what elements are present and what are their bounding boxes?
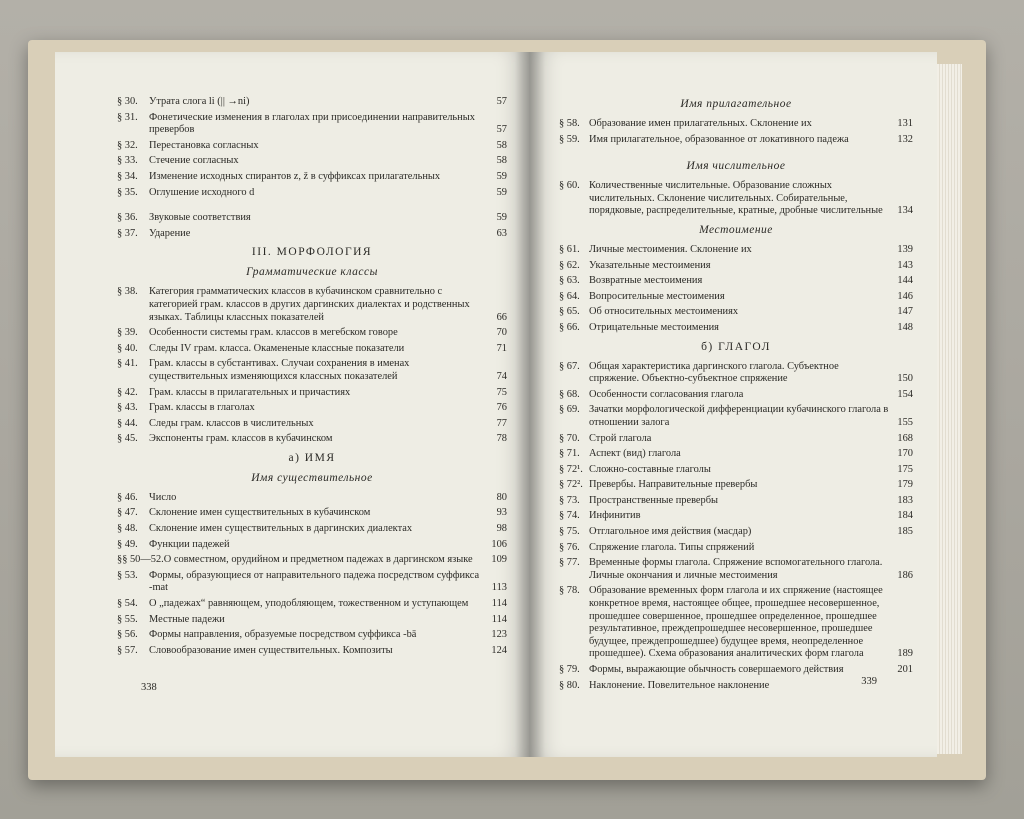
toc-entry-page: 109 xyxy=(491,554,507,566)
toc-entry-page: 185 xyxy=(897,526,913,538)
toc-group-phonetics xyxy=(117,96,507,199)
toc-entry xyxy=(117,155,507,168)
toc-entry-title: Особенности согласования глагола xyxy=(589,388,744,400)
toc-entry-number: § 64. xyxy=(559,290,580,302)
toc-entry-page: 63 xyxy=(496,227,507,239)
toc-entry-page: 59 xyxy=(496,170,507,182)
toc-entry-number: § 54. xyxy=(117,598,138,610)
subheading-noun: Имя существительное xyxy=(251,471,373,484)
toc-entry xyxy=(117,433,507,446)
toc-entry xyxy=(117,327,507,340)
toc-entry xyxy=(559,134,913,147)
toc-group-adjective xyxy=(559,118,913,146)
toc-entry-page: 201 xyxy=(897,664,913,675)
toc-entry-page: 71 xyxy=(496,342,507,354)
toc-entry-page: 114 xyxy=(491,613,507,625)
toc-entry-title: Функции падежей xyxy=(149,538,230,550)
toc-entry xyxy=(559,664,913,677)
toc-entry xyxy=(559,118,913,131)
toc-entry-page: 74 xyxy=(496,370,507,382)
toc-entry-number: § 33. xyxy=(117,155,138,167)
right-page xyxy=(529,52,937,757)
toc-entry xyxy=(559,557,913,582)
toc-entry-number: § 80. xyxy=(559,679,580,691)
toc-entry-number: § 53. xyxy=(117,569,138,581)
toc-entry-page: 76 xyxy=(496,402,507,414)
toc-entry-number: § 72². xyxy=(559,479,583,491)
toc-entry xyxy=(117,96,507,109)
toc-entry xyxy=(117,402,507,415)
toc-entry-title: Формы, выражающие обычность совершаемого действия xyxy=(589,664,844,675)
toc-entry xyxy=(117,286,507,324)
toc-entry-page: 59 xyxy=(496,186,507,198)
toc-entry-title: Наклонение. Повелительное наклонение xyxy=(589,679,770,691)
toc-entry-title: Инфинитив xyxy=(589,510,641,522)
toc-entry xyxy=(117,358,507,383)
toc-entry-number: § 77. xyxy=(559,557,580,569)
toc-entry-title: Категория грамматических классов в кубачинском сравнительно с категорией грам. классов в других даргинских диалектах и родственных языках. Таблицы классных показателей xyxy=(149,286,470,323)
toc-entry-title: Изменение исходных спирантов z, ž в суффиксах прилагательных xyxy=(149,170,441,182)
toc-entry-page: 150 xyxy=(897,373,913,385)
toc-entry-title: Об относительных местоимениях xyxy=(589,306,739,318)
section-heading-name: а) ИМЯ xyxy=(288,451,336,464)
toc-entry-page: 154 xyxy=(897,388,913,400)
toc-entry-page: 80 xyxy=(496,491,507,503)
toc-entry-title: Формы направления, образуемые посредством суффикса -bā xyxy=(149,629,417,641)
toc-entry xyxy=(117,523,507,536)
toc-entry-page: 75 xyxy=(496,386,507,398)
toc-entry-page: 124 xyxy=(491,644,507,656)
toc-entry-number: § 60. xyxy=(559,180,580,192)
toc-entry xyxy=(559,306,913,319)
toc-entry-page: 113 xyxy=(491,582,507,594)
toc-entry-title: Отрицательные местоимения xyxy=(589,321,719,333)
toc-entry-page: 98 xyxy=(496,523,507,535)
toc-group-sounds xyxy=(117,212,507,240)
toc-entry-number: § 41. xyxy=(117,358,138,370)
toc-entry-title: Пространственные превербы xyxy=(589,494,719,506)
toc-entry-title: Фонетические изменения в глаголах при присоединении направительных превербов xyxy=(149,111,475,136)
section-heading-verb: б) ГЛАГОЛ xyxy=(701,340,771,353)
toc-entry-number: § 46. xyxy=(117,491,138,503)
toc-entry xyxy=(117,629,507,642)
toc-entry-number: § 56. xyxy=(117,629,138,641)
toc-entry xyxy=(559,510,913,523)
toc-entry xyxy=(117,539,507,552)
toc-entry-title: Аспект (вид) глагола xyxy=(589,448,681,460)
toc-entry xyxy=(559,464,913,477)
toc-group-pronoun xyxy=(559,244,913,335)
toc-entry-title: Вопросительные местоимения xyxy=(589,290,725,302)
toc-entry xyxy=(559,322,913,335)
toc-entry xyxy=(559,291,913,304)
toc-entry-number: § 40. xyxy=(117,342,138,354)
toc-entry xyxy=(559,585,913,661)
toc-entry-number: § 38. xyxy=(117,286,138,298)
toc-entry xyxy=(559,389,913,402)
toc-entry-title: Оглушение исходного d xyxy=(149,186,255,198)
toc-entry-number: § 30. xyxy=(117,96,138,107)
toc-entry-number: § 31. xyxy=(117,111,138,123)
toc-entry-number: § 71. xyxy=(559,448,580,460)
toc-entry-number: § 76. xyxy=(559,541,580,553)
page-number-right: 339 xyxy=(861,676,877,687)
toc-entry-title: Спряжение глагола. Типы спряжений xyxy=(589,541,755,553)
toc-entry-number: § 44. xyxy=(117,417,138,429)
toc-entry-page: 123 xyxy=(491,629,507,641)
toc-entry xyxy=(117,187,507,200)
toc-entry-number: § 61. xyxy=(559,243,580,255)
toc-entry-number: § 48. xyxy=(117,523,138,535)
toc-entry-title: Личные местоимения. Склонение их xyxy=(589,243,752,255)
toc-entry-page: 144 xyxy=(897,275,913,287)
toc-entry-title: Грам. классы в глаголах xyxy=(149,402,255,414)
toc-entry-page: 59 xyxy=(496,212,507,224)
toc-entry-page: 184 xyxy=(897,510,913,522)
toc-entry-title: Формы, образующиеся от направительного падежа посредством суффикса -mat xyxy=(149,569,480,594)
toc-entry xyxy=(117,387,507,400)
toc-group-verb xyxy=(559,361,913,693)
toc-group-numeral xyxy=(559,180,913,218)
toc-entry-page: 175 xyxy=(897,463,913,475)
toc-entry-title: Возвратные местоимения xyxy=(589,275,703,287)
toc-entry-page: 134 xyxy=(897,205,913,217)
toc-entry-page: 131 xyxy=(897,118,913,129)
toc-entry-number: § 72¹. xyxy=(559,463,583,475)
toc-entry-title: Количественные числительные. Образование сложных числительных. Склонение числительных. Собирательные, порядковые, распределительные, кратные, дробные числительные xyxy=(589,180,883,217)
toc-entry xyxy=(117,507,507,520)
toc-entry-page: 58 xyxy=(496,155,507,167)
toc-entry-page: 168 xyxy=(897,432,913,444)
toc-entry-number: § 47. xyxy=(117,507,138,519)
subheading-numeral: Имя числительное xyxy=(686,160,786,173)
toc-entry-page: 143 xyxy=(897,259,913,271)
toc-entry-title: Превербы. Направительные превербы xyxy=(589,479,758,491)
toc-entry-page: 170 xyxy=(897,448,913,460)
toc-entry-page: 155 xyxy=(897,416,913,428)
toc-entry-page: 179 xyxy=(897,479,913,491)
toc-entry-number: § 57. xyxy=(117,644,138,656)
toc-entry-page: 186 xyxy=(897,569,913,581)
toc-entry-number: § 39. xyxy=(117,327,138,339)
toc-entry-page: 189 xyxy=(897,648,913,660)
toc-entry-page: 132 xyxy=(897,133,913,145)
toc-entry-title: Сложно-составные глаголы xyxy=(589,463,711,475)
toc-entry-number: § 59. xyxy=(559,133,580,145)
toc-entry-number: § 69. xyxy=(559,404,580,416)
toc-entry-number: § 74. xyxy=(559,510,580,522)
toc-entry-page: 148 xyxy=(897,321,913,333)
toc-entry xyxy=(117,645,507,658)
toc-entry xyxy=(559,542,913,555)
toc-entry xyxy=(117,112,507,137)
toc-entry-title: Указательные местоимения xyxy=(589,259,711,271)
toc-entry xyxy=(117,598,507,611)
toc-entry-number: § 43. xyxy=(117,402,138,414)
toc-entry-number: § 66. xyxy=(559,321,580,333)
toc-entry-number: § 78. xyxy=(559,585,580,597)
toc-entry-page: 146 xyxy=(897,290,913,302)
toc-entry-number: § 73. xyxy=(559,494,580,506)
toc-entry-title: Образование временных форм глагола и их спряжение (настоящее конкретное время, настоящее общее, прошедшее несовершенное, прошедшее совершенное, прошедшее определенное, прошедшее результативное, преждепрошедшее несовершенное, прошедшее будущее, преждепрошедшее) будущее время, неопределенное прошедшее). Схема образования аналитических форм глагола xyxy=(589,585,883,660)
toc-entry-page: 106 xyxy=(491,538,507,550)
toc-entry-title: Экспоненты грам. классов в кубачинском xyxy=(149,433,333,445)
toc-entry xyxy=(117,570,507,595)
toc-entry-number: § 55. xyxy=(117,613,138,625)
section-heading-morphology: III. МОРФОЛОГИЯ xyxy=(251,246,373,259)
toc-entry-page: 147 xyxy=(897,306,913,318)
toc-entry-title: Словообразование имен существительных. Композиты xyxy=(149,644,393,656)
toc-entry xyxy=(559,361,913,386)
toc-entry-title: Ударение xyxy=(149,227,191,239)
toc-entry-number: § 79. xyxy=(559,664,580,675)
toc-entry xyxy=(559,479,913,492)
toc-entry-title: Перестановка согласных xyxy=(149,139,259,151)
toc-entry-page: 77 xyxy=(496,417,507,429)
left-page xyxy=(55,52,529,757)
toc-entry xyxy=(559,180,913,218)
toc-entry-number: §§ 50—52. xyxy=(117,554,164,566)
toc-group-classes xyxy=(117,286,507,446)
toc-entry-number: § 35. xyxy=(117,186,138,198)
toc-entry-page: 57 xyxy=(496,124,507,136)
toc-entry-title: Отглагольное имя действия (масдар) xyxy=(589,526,752,538)
toc-entry-number: § 62. xyxy=(559,259,580,271)
toc-entry-number: § 37. xyxy=(117,227,138,239)
toc-entry-page: 66 xyxy=(496,311,507,323)
toc-entry-title: Следы грам. классов в числительных xyxy=(149,417,314,429)
toc-entry-number: § 36. xyxy=(117,212,138,224)
toc-entry-title: Временные формы глагола. Спряжение вспомогательного глагола. Личные окончания и личные местоимения xyxy=(589,557,883,581)
toc-entry-number: § 65. xyxy=(559,306,580,318)
toc-entry-title: О совместном, орудийном и предметном падежах в даргинском языке xyxy=(163,554,473,566)
toc-entry xyxy=(559,275,913,288)
toc-entry-number: § 45. xyxy=(117,433,138,445)
toc-entry-page: 183 xyxy=(897,494,913,506)
toc-entry-number: § 32. xyxy=(117,139,138,151)
toc-entry xyxy=(117,212,507,225)
toc-entry-number: § 34. xyxy=(117,170,138,182)
toc-entry-number: § 58. xyxy=(559,118,580,129)
toc-entry-number: § 63. xyxy=(559,275,580,287)
toc-entry xyxy=(559,526,913,539)
toc-entry-title: Утрата слога li (|| →ni) xyxy=(149,96,250,107)
toc-entry-title: Звуковые соответствия xyxy=(149,212,251,224)
toc-entry-page: 139 xyxy=(897,243,913,255)
toc-entry-title: Число xyxy=(149,491,177,503)
toc-entry xyxy=(117,228,507,241)
toc-entry-number: § 42. xyxy=(117,386,138,398)
page-number-left: 338 xyxy=(141,682,157,693)
toc-entry-title: Грам. классы в субстантивах. Случаи сохранения в именах существительных изменяющихся классных показателей xyxy=(149,358,410,382)
toc-entry-page: 114 xyxy=(491,598,507,610)
toc-entry-title: Склонение имен существительных в кубачинском xyxy=(149,507,371,519)
book-gutter xyxy=(515,52,545,757)
toc-entry-number: § 75. xyxy=(559,526,580,538)
toc-entry xyxy=(117,140,507,153)
toc-entry-number: § 70. xyxy=(559,432,580,444)
toc-entry-page: 78 xyxy=(496,433,507,445)
toc-entry-title: Следы IV грам. класса. Окамененые классные показатели xyxy=(149,342,405,354)
toc-entry xyxy=(559,448,913,461)
subheading-grammatical-classes: Грамматические классы xyxy=(246,266,378,279)
subheading-pronoun: Местоимение xyxy=(699,223,773,236)
toc-entry xyxy=(559,495,913,508)
toc-entry-title: Склонение имен существительных в даргинских диалектах xyxy=(149,523,413,535)
toc-entry-title: Стечение согласных xyxy=(149,155,239,167)
toc-entry-title: Местные падежи xyxy=(149,613,225,625)
toc-entry xyxy=(117,343,507,356)
toc-entry xyxy=(559,404,913,429)
toc-group-noun xyxy=(117,492,507,658)
toc-entry-title: Зачатки морфологической дифференциации кубачинского глагола в отношении залога xyxy=(589,404,889,428)
toc-entry-page: 58 xyxy=(496,139,507,151)
toc-entry-title: Строй глагола xyxy=(589,432,652,444)
toc-entry xyxy=(117,614,507,627)
toc-entry xyxy=(559,260,913,273)
toc-entry xyxy=(559,680,913,693)
subheading-adjective: Имя прилагательное xyxy=(680,98,792,110)
toc-entry-number: § 68. xyxy=(559,388,580,400)
toc-entry-page: 70 xyxy=(496,327,507,339)
toc-entry-page: 93 xyxy=(496,507,507,519)
toc-entry-title: Общая характеристика даргинского глагола. Субъектное спряжение. Объектно-субъектное спряжение xyxy=(589,360,839,385)
toc-entry xyxy=(117,554,507,567)
toc-entry xyxy=(559,433,913,446)
toc-entry xyxy=(559,244,913,257)
toc-entry-number: § 67. xyxy=(559,360,580,372)
toc-entry-title: Грам. классы в прилагательных и причастиях xyxy=(149,386,351,398)
toc-entry-title: Образование имен прилагательных. Склонение их xyxy=(589,118,812,129)
toc-entry-title: Особенности системы грам. классов в мегебском говоре xyxy=(149,327,398,339)
toc-entry-title: О „падежах“ равняющем, уподобляющем, тожественном и уступающем xyxy=(149,598,469,610)
toc-entry-title: Имя прилагательное, образованное от локативного падежа xyxy=(589,133,849,145)
toc-entry-page: 57 xyxy=(496,96,507,107)
toc-entry-number: § 49. xyxy=(117,538,138,550)
toc-entry xyxy=(117,171,507,184)
toc-entry xyxy=(117,418,507,431)
toc-entry xyxy=(117,492,507,505)
